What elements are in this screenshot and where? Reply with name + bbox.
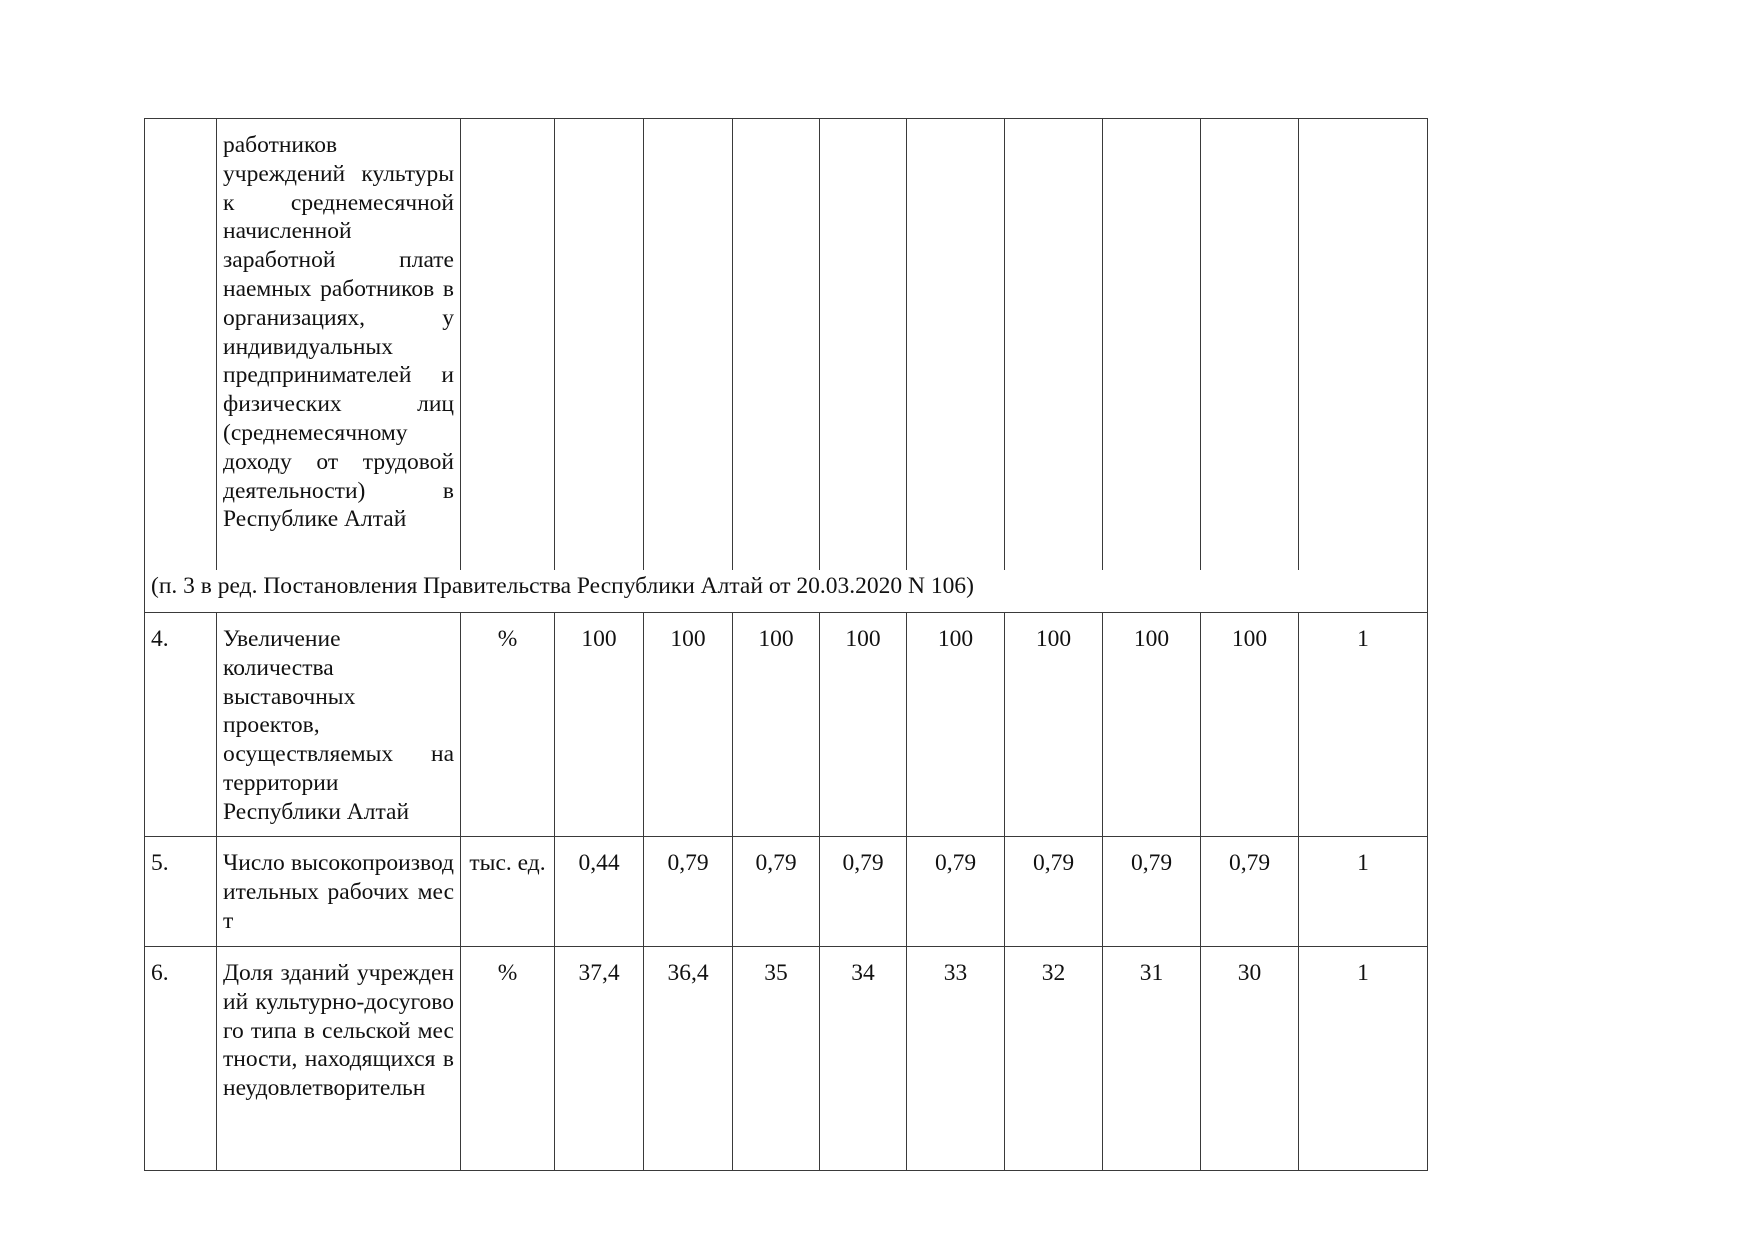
cell-weight: 1: [1299, 613, 1428, 837]
cell-value: 100: [644, 613, 733, 837]
cell-value: 0,79: [907, 837, 1005, 947]
cell-value: [733, 119, 820, 571]
cell-unit: [461, 119, 555, 571]
cell-value: 0,79: [820, 837, 907, 947]
cell-value: 0,79: [1103, 837, 1201, 947]
cell-weight: 1: [1299, 947, 1428, 1171]
table-row: [145, 947, 1428, 1171]
cell-value: 34: [820, 947, 907, 1171]
cell-value: 100: [555, 613, 644, 837]
cell-indicator-name: [217, 119, 461, 571]
cell-value: [907, 119, 1005, 571]
cell-value: [644, 119, 733, 571]
amendment-note: (п. 3 в ред. Постановления Правительства Республики Алтай от 20.03.2020 N 106): [145, 570, 1428, 613]
cell-value: 33: [907, 947, 1005, 1171]
cell-num: 6.: [145, 947, 217, 1171]
cell-indicator-name: [217, 837, 461, 947]
indicator-name-text: Доля зданий учреждений культурно-досугового типа в сельской местности, находящихся в неудовлетворительн: [223, 960, 454, 1102]
cell-value: [555, 119, 644, 571]
table-row: [145, 613, 1428, 837]
table-row-continuation: [145, 119, 1428, 571]
cell-value: 100: [1201, 613, 1299, 837]
cell-value: [820, 119, 907, 571]
cell-value: 0,79: [1201, 837, 1299, 947]
cell-value: [1005, 119, 1103, 571]
cell-unit: %: [461, 947, 555, 1171]
cell-num: 5.: [145, 837, 217, 947]
cell-value: 100: [733, 613, 820, 837]
cell-value: 100: [1005, 613, 1103, 837]
cell-value: 0,79: [733, 837, 820, 947]
cell-value: 30: [1201, 947, 1299, 1171]
cell-value: 0,79: [644, 837, 733, 947]
cell-value: 35: [733, 947, 820, 1171]
indicator-name-text: Увеличение количества выставочных проектов, осуществляемых на территории Республики Алтай: [223, 626, 454, 825]
indicator-name-text: работников учреждений культуры к среднемесячной начисленной заработной плате наемных работников в организациях, у индивидуальных предпринимателей и физических лиц (среднемесячному доходу от трудовой деятельности) в Республике Алтай: [223, 132, 454, 533]
indicator-name-text: Число высокопроизводительных рабочих мест: [223, 850, 454, 934]
cell-value: 100: [820, 613, 907, 837]
cell-indicator-name: [217, 947, 461, 1171]
cell-value: 0,79: [1005, 837, 1103, 947]
cell-value: 100: [907, 613, 1005, 837]
cell-value: 100: [1103, 613, 1201, 837]
cell-num: 4.: [145, 613, 217, 837]
cell-value: 31: [1103, 947, 1201, 1171]
cell-weight: 1: [1299, 837, 1428, 947]
cell-value: 32: [1005, 947, 1103, 1171]
cell-unit: тыс. ед.: [461, 837, 555, 947]
cell-value: 36,4: [644, 947, 733, 1171]
cell-value: 37,4: [555, 947, 644, 1171]
table-row: [145, 837, 1428, 947]
table-row-note: [145, 570, 1428, 613]
cell-num: [145, 119, 217, 571]
indicators-table: [144, 118, 1428, 1171]
cell-weight: [1299, 119, 1428, 571]
cell-indicator-name: [217, 613, 461, 837]
cell-value: 0,44: [555, 837, 644, 947]
cell-value: [1201, 119, 1299, 571]
cell-unit: %: [461, 613, 555, 837]
cell-value: [1103, 119, 1201, 571]
